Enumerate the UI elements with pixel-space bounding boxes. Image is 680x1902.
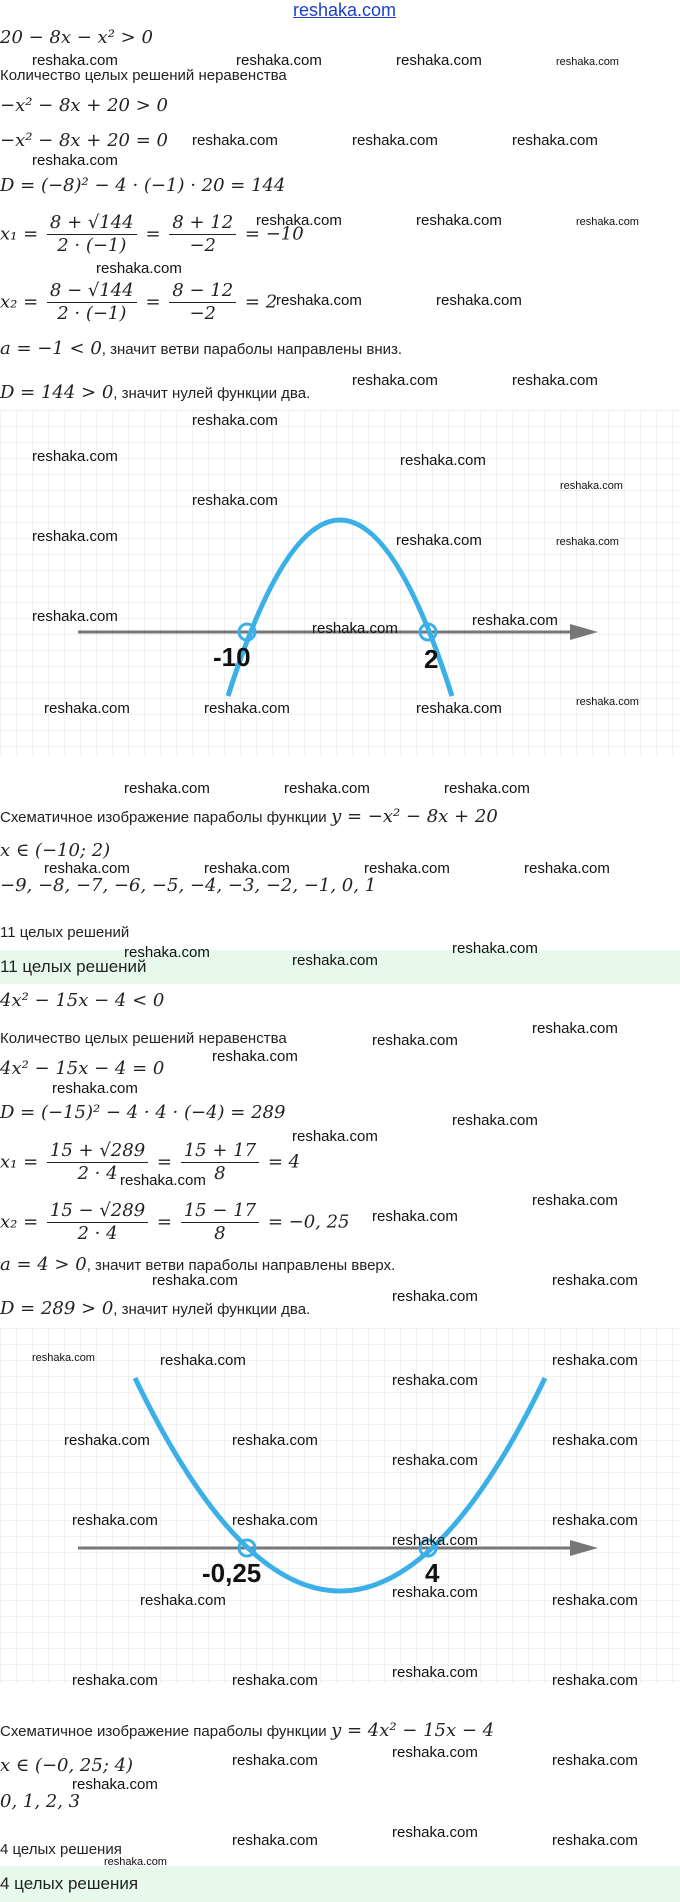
watermark: reshaka.com	[392, 1584, 478, 1601]
caption-text: Схематичное изображение параболы функции	[0, 1723, 327, 1740]
watermark: reshaka.com	[232, 1432, 318, 1449]
watermark: reshaka.com	[204, 860, 290, 877]
x1-denominator: 2 · (−1)	[57, 235, 127, 256]
d-condition: D = 144 > 0	[0, 382, 114, 403]
x1-result: = 4	[267, 1151, 301, 1173]
watermark: reshaka.com	[556, 536, 619, 548]
d-explanation: , значит нулей функции два.	[113, 1301, 311, 1318]
watermark: reshaka.com	[452, 940, 538, 957]
task1-step1: −x² − 8x + 20 > 0	[0, 95, 168, 116]
caption-text: Схематичное изображение параболы функции	[0, 809, 327, 826]
watermark: reshaka.com	[44, 700, 130, 717]
x2-lhs: x₂ =	[0, 1211, 39, 1233]
watermark: reshaka.com	[72, 1776, 158, 1793]
x2-numerator: 8 − √144	[47, 280, 137, 303]
watermark: reshaka.com	[352, 372, 438, 389]
watermark: reshaka.com	[232, 1752, 318, 1769]
task1-a-line	[0, 338, 402, 359]
task1-count: 11 целых решений	[0, 924, 130, 941]
grid-background	[0, 1328, 680, 1683]
watermark: reshaka.com	[552, 1832, 638, 1849]
watermark: reshaka.com	[276, 292, 362, 309]
d-explanation: , значит нулей функции два.	[113, 385, 311, 402]
watermark: reshaka.com	[552, 1752, 638, 1769]
watermark: reshaka.com	[64, 1432, 150, 1449]
task1-d-line	[0, 382, 310, 403]
x1-denominator-2: 8	[214, 1163, 226, 1184]
x2-denominator-2: −2	[189, 303, 216, 324]
task2-root-label-right: 4	[425, 1558, 440, 1588]
watermark: reshaka.com	[192, 492, 278, 509]
watermark: reshaka.com	[396, 532, 482, 549]
watermark: reshaka.com	[416, 700, 502, 717]
x1-lhs: x₁ =	[0, 1151, 39, 1173]
x1-numerator: 15 + √289	[47, 1140, 148, 1163]
x1-lhs: x₁ =	[0, 223, 39, 245]
watermark: reshaka.com	[32, 1352, 95, 1364]
site-link[interactable]: reshaka.com	[293, 0, 397, 20]
watermark: reshaka.com	[256, 212, 342, 229]
task2-x2-formula: x₂ = $\frac{15 - √289}{2 \cdot 4}$ = $\frac{15 - 17}{8}$ = −0, 25	[0, 1200, 350, 1244]
watermark: reshaka.com	[32, 448, 118, 465]
watermark: reshaka.com	[532, 1020, 618, 1037]
task2-step1: 4x² − 15x − 4 = 0	[0, 1058, 165, 1079]
watermark: reshaka.com	[32, 152, 118, 169]
task1-interval: x ∈ (−10; 2)	[0, 840, 111, 861]
x2-lhs: x₂ =	[0, 291, 39, 313]
x2-denominator: 2 · 4	[77, 1223, 118, 1244]
x2-result: = −0, 25	[267, 1211, 350, 1233]
task1-integers: −9, −8, −7, −6, −5, −4, −3, −2, −1, 0, 1	[0, 875, 377, 896]
watermark: reshaka.com	[392, 1372, 478, 1389]
watermark: reshaka.com	[140, 1592, 226, 1609]
watermark: reshaka.com	[352, 132, 438, 149]
watermark: reshaka.com	[560, 480, 623, 492]
watermark: reshaka.com	[232, 1672, 318, 1689]
task2-caption	[0, 1720, 494, 1741]
caption-function: y = −x² − 8x + 20	[331, 806, 498, 827]
d-condition: D = 289 > 0	[0, 1298, 114, 1319]
task1-root-label-left: -10	[213, 642, 251, 672]
watermark: reshaka.com	[284, 780, 370, 797]
task2-heading: Количество целых решений неравенства	[0, 1030, 287, 1047]
task2-interval: x ∈ (−0, 25; 4)	[0, 1755, 134, 1776]
watermark: reshaka.com	[72, 1512, 158, 1529]
watermark: reshaka.com	[552, 1432, 638, 1449]
watermark: reshaka.com	[392, 1532, 478, 1549]
watermark: reshaka.com	[232, 1832, 318, 1849]
task1-answer: 11 целых решений	[0, 957, 147, 976]
x1-result: = −10	[244, 223, 304, 245]
watermark: reshaka.com	[576, 696, 639, 708]
watermark: reshaka.com	[372, 1208, 458, 1225]
watermark: reshaka.com	[396, 52, 482, 69]
task1-caption	[0, 806, 498, 827]
watermark: reshaka.com	[44, 860, 130, 877]
a-condition: a = −1 < 0	[0, 338, 102, 359]
watermark: reshaka.com	[532, 1192, 618, 1209]
watermark: reshaka.com	[512, 132, 598, 149]
x2-numerator: 15 − √289	[47, 1200, 148, 1223]
watermark: reshaka.com	[124, 780, 210, 797]
watermark: reshaka.com	[552, 1592, 638, 1609]
watermark: reshaka.com	[576, 216, 639, 228]
watermark: reshaka.com	[512, 372, 598, 389]
watermark: reshaka.com	[96, 260, 182, 277]
x2-denominator-2: 8	[214, 1223, 226, 1244]
watermark: reshaka.com	[436, 292, 522, 309]
x2-numerator-2: 15 − 17	[181, 1200, 259, 1223]
task2-parabola-graph	[0, 1328, 680, 1683]
watermark: reshaka.com	[236, 52, 322, 69]
x1-denominator: 2 · 4	[77, 1163, 118, 1184]
watermark: reshaka.com	[392, 1744, 478, 1761]
task2-d-line	[0, 1298, 310, 1319]
watermark: reshaka.com	[372, 1032, 458, 1049]
task2-answer: 4 целых решения	[0, 1874, 139, 1893]
task1-root-label-right: 2	[424, 644, 439, 674]
a-explanation: , значит ветви параболы направлены вверх.	[86, 1257, 396, 1274]
task2-inequality: 4x² − 15x − 4 < 0	[0, 990, 165, 1011]
watermark: reshaka.com	[192, 132, 278, 149]
watermark: reshaka.com	[152, 1272, 238, 1289]
watermark: reshaka.com	[52, 1080, 138, 1097]
x1-numerator-2: 8 + 12	[169, 212, 236, 235]
watermark: reshaka.com	[192, 412, 278, 429]
task2-integers: 0, 1, 2, 3	[0, 1791, 81, 1812]
task2-discriminant: D = (−15)² − 4 · 4 · (−4) = 289	[0, 1102, 286, 1123]
watermark: reshaka.com	[312, 620, 398, 637]
watermark: reshaka.com	[392, 1824, 478, 1841]
task1-heading: Количество целых решений неравенства	[0, 67, 287, 84]
watermark: reshaka.com	[104, 1856, 167, 1868]
watermark: reshaka.com	[292, 952, 378, 969]
watermark: reshaka.com	[124, 944, 210, 961]
watermark: reshaka.com	[160, 1352, 246, 1369]
watermark: reshaka.com	[32, 528, 118, 545]
watermark: reshaka.com	[392, 1664, 478, 1681]
watermark: reshaka.com	[392, 1452, 478, 1469]
watermark: reshaka.com	[364, 860, 450, 877]
watermark: reshaka.com	[392, 1288, 478, 1305]
task1-discriminant: D = (−8)² − 4 · (−1) · 20 = 144	[0, 175, 286, 196]
task1-step2: −x² − 8x + 20 = 0	[0, 130, 168, 151]
watermark: reshaka.com	[32, 52, 118, 69]
watermark: reshaka.com	[472, 612, 558, 629]
a-explanation: , значит ветви параболы направлены вниз.	[101, 341, 403, 358]
watermark: reshaka.com	[232, 1512, 318, 1529]
watermark: reshaka.com	[204, 700, 290, 717]
watermark: reshaka.com	[524, 860, 610, 877]
watermark: reshaka.com	[400, 452, 486, 469]
x2-result: = 2	[244, 291, 278, 313]
task2-root-label-left: -0,25	[202, 1558, 262, 1588]
a-condition: a = 4 > 0	[0, 1254, 87, 1275]
task1-inequality: 20 − 8x − x² > 0	[0, 27, 153, 48]
x1-numerator: 8 + √144	[47, 212, 137, 235]
watermark: reshaka.com	[416, 212, 502, 229]
watermark: reshaka.com	[552, 1672, 638, 1689]
watermark: reshaka.com	[292, 1128, 378, 1145]
task1-x1-formula: x₁ = $\frac{8 + √144}{2 \cdot (-1)}$ = $\frac{8 + 12}{-2}$ = −10	[0, 212, 304, 256]
task2-count: 4 целых решения	[0, 1841, 122, 1858]
watermark: reshaka.com	[120, 1172, 206, 1189]
x1-denominator-2: −2	[189, 235, 216, 256]
x2-denominator: 2 · (−1)	[57, 303, 127, 324]
watermark: reshaka.com	[552, 1512, 638, 1529]
x1-numerator-2: 15 + 17	[181, 1140, 259, 1163]
watermark: reshaka.com	[552, 1352, 638, 1369]
task1-x2-formula: x₂ = $\frac{8 - √144}{2 \cdot (-1)}$ = $\frac{8 - 12}{-2}$ = 2	[0, 280, 278, 324]
watermark: reshaka.com	[452, 1112, 538, 1129]
watermark: reshaka.com	[32, 608, 118, 625]
caption-function: y = 4x² − 15x − 4	[331, 1720, 495, 1741]
x2-numerator-2: 8 − 12	[169, 280, 236, 303]
watermark: reshaka.com	[72, 1672, 158, 1689]
watermark: reshaka.com	[444, 780, 530, 797]
task2-x1-formula: x₁ = $\frac{15 + √289}{2 \cdot 4}$ = $\frac{15 + 17}{8}$ = 4	[0, 1140, 301, 1184]
watermark: reshaka.com	[552, 1272, 638, 1289]
watermark: reshaka.com	[556, 56, 619, 68]
watermark: reshaka.com	[212, 1048, 298, 1065]
